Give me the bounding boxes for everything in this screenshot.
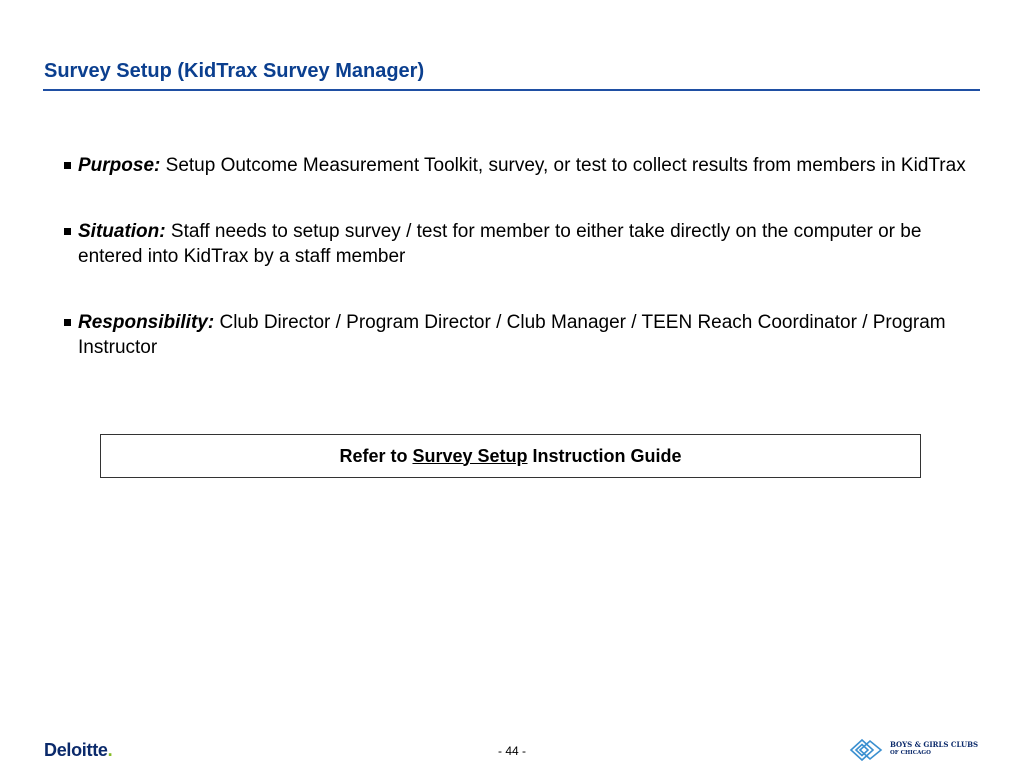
survey-setup-link[interactable]: Survey Setup — [412, 445, 528, 466]
square-bullet-icon — [64, 162, 71, 169]
title-divider — [43, 89, 980, 91]
boys-girls-clubs-logo — [848, 737, 988, 763]
square-bullet-icon — [64, 228, 71, 235]
bullet-term: Situation: — [78, 220, 166, 242]
reference-suffix: Instruction Guide — [527, 445, 682, 466]
bullet-list — [62, 153, 977, 401]
partner-logo-line1: BOYS & GIRLS CLUBS — [890, 740, 979, 749]
reference-box — [100, 434, 921, 478]
square-bullet-icon — [64, 319, 71, 326]
reference-prefix: Refer to — [339, 445, 413, 466]
bullet-term: Responsibility: — [78, 311, 215, 333]
bullet-responsibility — [62, 310, 977, 361]
partner-logo-text — [890, 740, 978, 758]
slide-title: Survey Setup (KidTrax Survey Manager) — [44, 60, 425, 82]
deloitte-logo-dot: . — [107, 740, 113, 760]
partner-logo-line2: OF CHICAGO — [890, 750, 931, 756]
bullet-purpose — [62, 153, 977, 179]
deloitte-logo-text: Deloitte — [44, 740, 108, 760]
deloitte-logo — [44, 740, 112, 761]
bullet-text: Staff needs to setup survey / test for member to either take directly on the computer or be entered into KidTrax by a staff member — [78, 220, 922, 267]
page-number: - 44 - — [497, 744, 526, 758]
diamond-emblem-icon — [848, 737, 884, 763]
bullet-term: Purpose: — [78, 155, 161, 176]
bullet-text: Setup Outcome Measurement Toolkit, survey, or test to collect results from members in KidTrax — [165, 155, 966, 176]
bullet-situation — [62, 219, 977, 270]
bullet-text: Club Director / Program Director / Club Manager / TEEN Reach Coordinator / Program Instructor — [78, 311, 946, 358]
